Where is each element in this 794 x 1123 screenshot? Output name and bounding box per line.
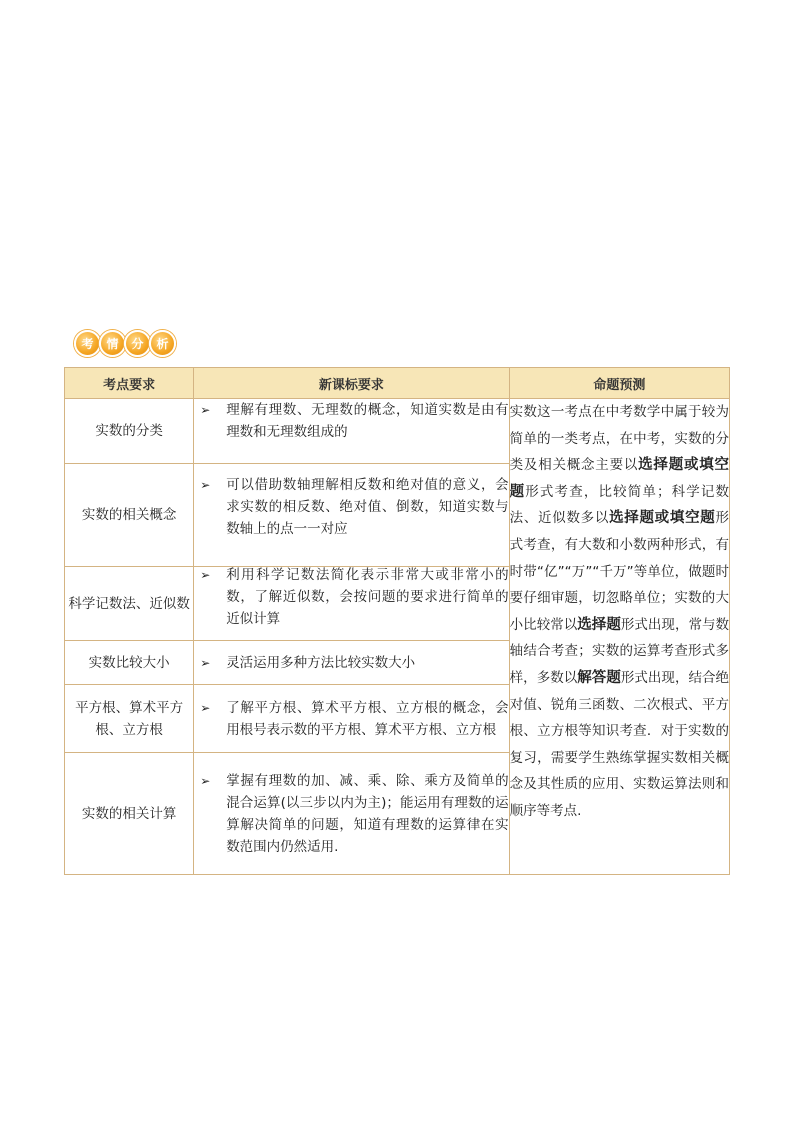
prediction-emphasis: 选择题或填空题: [509, 457, 730, 500]
prediction-emphasis: 选择题: [577, 616, 621, 633]
header-topic: 考点要求: [65, 368, 194, 399]
requirement-text: 理解有理数、无理数的概念，知道实数是由有理数和无理数组成的: [226, 402, 509, 440]
badge-char: 考: [74, 330, 101, 357]
row-requirement: [194, 685, 509, 753]
row-topic: 实数的相关概念: [65, 464, 194, 567]
prediction-emphasis: 选择题或填空题: [609, 510, 716, 527]
table-row: [65, 399, 730, 464]
badge-char: 分: [124, 330, 151, 357]
requirement-text: 了解平方根、算术平方根、立方根的概念，会用根号表示数的平方根、算术平方根、立方根: [226, 699, 509, 738]
prediction-text: 形式出现，常与数轴结合考查；实数的运算考查形式多样，多数以: [509, 616, 730, 686]
row-topic: 科学记数法、近似数: [65, 567, 194, 641]
row-topic: 实数的分类: [65, 399, 194, 464]
requirement-text: 可以借助数轴理解相反数和绝对值的意义，会求实数的相反数、绝对值、倒数，知道实数与数轴上的点一一对应: [226, 477, 509, 537]
bullet-arrow-icon: ➢: [200, 403, 211, 417]
prediction-text: 形式考查，有大数和小数两种形式，有时带“亿”“万”“千万”等单位，做题时要仔细审题，切忽略单位；实数的大小比较常以: [509, 510, 729, 633]
requirement-text: 利用科学记数法简化表示非常大或非常小的数，了解近似数，会按问题的要求进行简单的近似计算: [226, 567, 509, 627]
row-topic: 实数比较大小: [65, 641, 194, 685]
row-topic: 实数的相关计算: [65, 753, 194, 875]
section-badge: [74, 330, 174, 358]
badge-char: 析: [149, 330, 176, 357]
row-requirement: [194, 464, 509, 567]
requirement-text: 掌握有理数的加、减、乘、除、乘方及简单的混合运算(以三步以内为主)；能运用有理数的运算解决简单的问题，知道有理数的运算律在实数范围内仍然适用.: [226, 772, 509, 855]
exam-analysis-table: [64, 367, 730, 875]
prediction-cell: [509, 399, 729, 875]
table-header-row: [65, 368, 730, 399]
row-requirement: [194, 399, 509, 464]
prediction-text: 形式考查，比较简单；科学记数法、近似数多以: [509, 483, 730, 527]
row-requirement: [194, 567, 509, 641]
bullet-arrow-icon: ➢: [200, 478, 211, 492]
row-requirement: [194, 753, 509, 875]
requirement-text: 灵活运用多种方法比较实数大小: [226, 654, 416, 671]
header-requirement: 新课标要求: [194, 368, 509, 399]
bullet-arrow-icon: ➢: [200, 568, 211, 582]
prediction-text: 实数这一考点在中考数学中属于较为简单的一类考点，在中考，实数的分类及相关概念主要以: [509, 404, 729, 474]
bullet-arrow-icon: ➢: [200, 700, 211, 715]
badge-char: 情: [99, 330, 126, 357]
prediction-emphasis: 解答题: [577, 669, 621, 686]
row-requirement: [194, 641, 509, 685]
row-topic: 平方根、算术平方根、立方根: [65, 685, 194, 753]
header-prediction: 命题预测: [509, 368, 729, 399]
prediction-text: 形式出现，结合绝对值、锐角三函数、二次根式、平方根、立方根等知识考查．对于实数的复习，需要学生熟练掌握实数相关概念及其性质的应用、实数运算法则和顺序等考点.: [509, 669, 730, 819]
bullet-arrow-icon: ➢: [200, 773, 211, 788]
bullet-arrow-icon: ➢: [200, 655, 211, 670]
